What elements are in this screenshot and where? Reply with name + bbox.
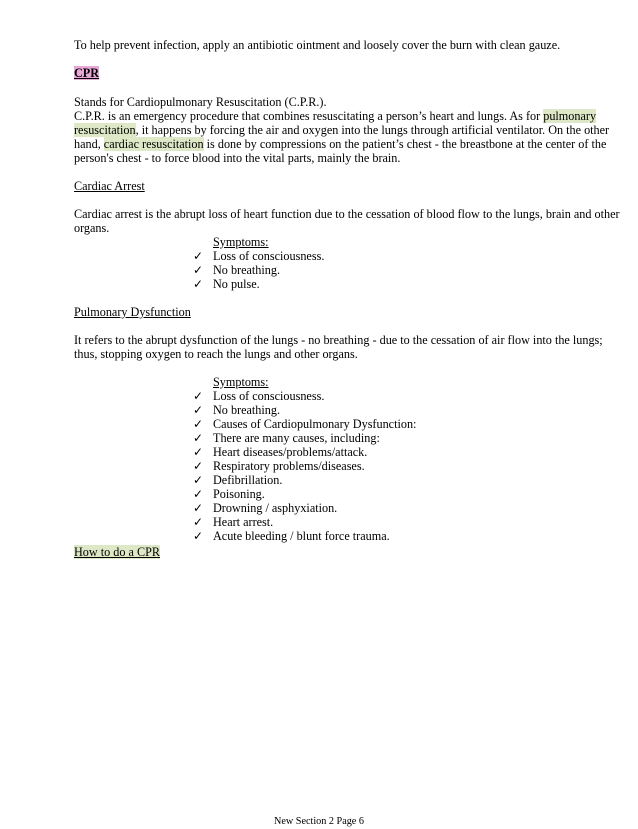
check-icon: ✓ <box>193 473 204 487</box>
check-icon: ✓ <box>193 445 204 459</box>
pulmonary-symptom-item <box>193 487 265 501</box>
check-icon: ✓ <box>193 263 204 277</box>
symptom-text: No breathing. <box>213 263 281 277</box>
symptom-text: Acute bleeding / blunt force trauma. <box>213 529 390 543</box>
cpr-line-3 <box>74 123 634 137</box>
pulmonary-dysfunction-heading: Pulmonary Dysfunction <box>74 305 191 319</box>
cpr-line-4-text-b: is done by compressions on the patient’s chest - the breastbone at the center of the <box>203 137 607 151</box>
pulmonary-symptom-item <box>193 459 365 473</box>
cardiac-symptoms-title: Symptoms: <box>213 235 269 249</box>
pulmonary-symptom-item <box>193 417 416 431</box>
pulmonary-symptom-item <box>193 389 324 403</box>
highlight-resuscitation: resuscitation <box>74 123 136 137</box>
cardiac-arrest-heading: Cardiac Arrest <box>74 179 145 193</box>
symptom-text: Causes of Cardiopulmonary Dysfunction: <box>213 417 417 431</box>
highlight-cardiac-resuscitation: cardiac resuscitation <box>103 137 204 151</box>
check-icon: ✓ <box>193 529 204 543</box>
cardiac-symptom-item <box>193 277 260 291</box>
cardiac-symptom-item <box>193 249 324 263</box>
symptom-text: Defibrillation. <box>213 473 283 487</box>
check-icon: ✓ <box>193 431 204 445</box>
cpr-line-3-text: , it happens by forcing the air and oxygen into the lungs through artificial ventilator. On the other <box>135 123 610 137</box>
pulmonary-symptom-item <box>193 473 282 487</box>
check-icon: ✓ <box>193 501 204 515</box>
symptom-text: Respiratory problems/diseases. <box>213 459 365 473</box>
check-icon: ✓ <box>193 515 204 529</box>
cardiac-symptom-item <box>193 263 280 277</box>
howto-heading-line <box>74 545 634 559</box>
symptom-text: There are many causes, including: <box>213 431 380 445</box>
symptom-text: Heart arrest. <box>213 515 274 529</box>
pulmonary-symptom-item <box>193 501 337 515</box>
highlight-pulmonary: pulmonary <box>543 109 597 123</box>
pulmonary-line-1: It refers to the abrupt dysfunction of the lungs - no breathing - due to the cessation of air flow into the lungs; <box>74 333 603 347</box>
check-icon: ✓ <box>193 277 204 291</box>
pulmonary-symptom-item <box>193 529 390 543</box>
cpr-heading-line <box>74 66 634 80</box>
pulmonary-symptom-item <box>193 445 367 459</box>
cpr-line-4-text-a: hand, <box>74 137 104 151</box>
symptom-text: Loss of consciousness. <box>213 249 325 263</box>
pulmonary-symptom-item <box>193 515 273 529</box>
symptom-text: Poisoning. <box>213 487 265 501</box>
check-icon: ✓ <box>193 417 204 431</box>
symptom-text: Drowning / asphyxiation. <box>213 501 338 515</box>
check-icon: ✓ <box>193 249 204 263</box>
cpr-heading: CPR <box>74 66 100 80</box>
pulmonary-symptom-item <box>193 431 380 445</box>
cpr-line-4 <box>74 137 634 151</box>
check-icon: ✓ <box>193 487 204 501</box>
check-icon: ✓ <box>193 389 204 403</box>
intro-paragraph: To help prevent infection, apply an antibiotic ointment and loosely cover the burn with clean gauze. <box>74 38 561 52</box>
symptom-text: No pulse. <box>213 277 260 291</box>
cardiac-line-2: organs. <box>74 221 110 235</box>
cpr-line-2 <box>74 109 634 123</box>
howto-cpr-link[interactable]: How to do a CPR <box>74 545 160 559</box>
symptom-text: Loss of consciousness. <box>213 389 325 403</box>
cpr-line-5: person's chest - to force blood into the vital parts, mainly the brain. <box>74 151 401 165</box>
cardiac-line-1: Cardiac arrest is the abrupt loss of heart function due to the cessation of blood flow to the lungs, brain and other <box>74 207 620 221</box>
pulmonary-line-2: thus, stopping oxygen to reach the lungs and other organs. <box>74 347 358 361</box>
check-icon: ✓ <box>193 459 204 473</box>
pulmonary-symptom-item <box>193 403 280 417</box>
cpr-line-2-text: C.P.R. is an emergency procedure that combines resuscitating a person’s heart and lungs. As for <box>74 109 544 123</box>
pulmonary-symptoms-title: Symptoms: <box>213 375 269 389</box>
symptom-text: No breathing. <box>213 403 281 417</box>
cpr-line-1: Stands for Cardiopulmonary Resuscitation (C.P.R.). <box>74 95 327 109</box>
check-icon: ✓ <box>193 403 204 417</box>
symptom-text: Heart diseases/problems/attack. <box>213 445 368 459</box>
page-footer: New Section 2 Page 6 <box>274 816 364 827</box>
